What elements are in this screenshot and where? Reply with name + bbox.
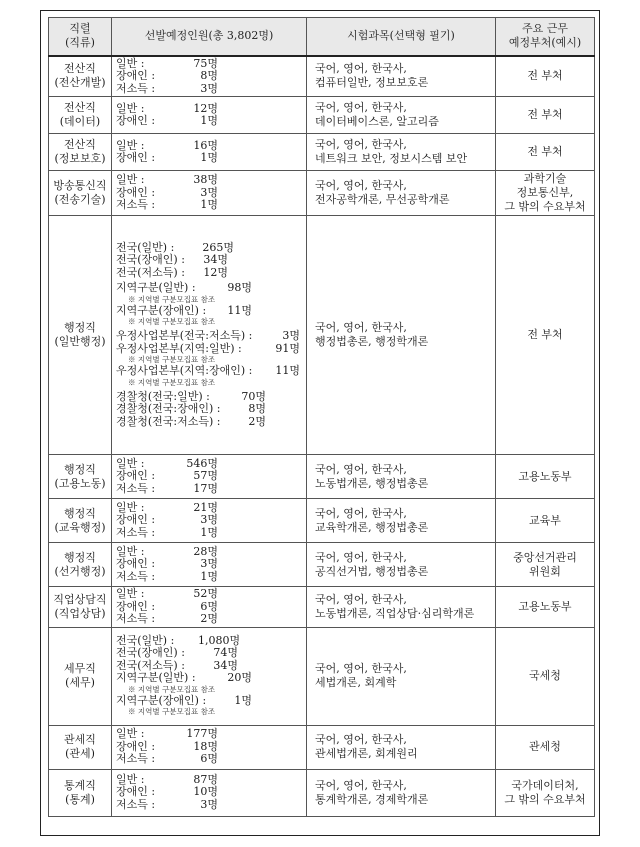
job-series-line: (정보보호) [54,152,106,165]
job-series-line: 행정직 [64,321,96,334]
allocation-line [116,483,302,496]
allocation-label: 경찰청(전국:장애인) : [116,402,221,416]
allocation-value: 12명 [193,101,218,115]
allocation-line [116,305,302,318]
department-line: 국가데이터처, [511,778,579,792]
department-line: 과학기술 [523,172,567,185]
allocation-label: 일반 : [116,772,145,786]
allocation-label: 전국(장애인) : [116,253,185,267]
allocation-line [116,753,302,766]
allocation-label: 저소득 : [116,525,156,539]
table-row [49,587,595,628]
department-line: 위원회 [529,564,561,578]
table-header-row [49,18,595,56]
allocation-value: 11명 [227,303,252,317]
exam-subjects-cell [307,543,496,587]
table-row [49,455,595,499]
department-line: 전 부처 [527,145,563,158]
allocation-line [116,83,302,96]
allocation-line [116,470,302,483]
exam-subject-line: 통계학개론, 경제학개론 [315,792,429,806]
department-line: 그 밖의 수요부처 [504,792,586,806]
exam-subjects-cell [307,97,496,134]
allocation-line [116,282,302,295]
allocation-label: 전국(저소득) : [116,658,185,672]
department-line: 고용노동부 [518,599,572,613]
job-series-line: 행정직 [64,506,96,520]
allocation-cell [112,97,307,134]
allocation-label: 지역구분(장애인) : [116,693,207,707]
department-line: 교육부 [529,513,561,527]
allocation-value: 16명 [193,138,218,152]
allocation-cell [112,587,307,628]
allocation-label: 장애인 : [116,739,156,753]
allocation-cell [112,499,307,543]
job-series-line: (교육행정) [54,520,106,534]
allocation-label: 전국(장애인) : [116,646,185,660]
allocation-cell [112,725,307,769]
job-series-cell [49,216,112,455]
table-row [49,171,595,216]
job-series-line: (관세) [65,747,95,760]
department-line: 그 밖의 수요부처 [504,200,586,213]
allocation-label: 장애인 : [116,185,156,199]
table-row [49,543,595,587]
reference-note: ※ 지역별 구분모집표 참조 [128,684,216,694]
exam-subjects-cell [307,171,496,216]
allocation-line [116,365,302,378]
allocation-value: 34명 [213,658,238,672]
department-line: 전 부처 [527,69,563,83]
exam-subjects-cell [307,627,496,725]
allocation-label: 장애인 : [116,469,156,483]
allocation-value: 3명 [200,81,218,95]
allocation-line [116,695,302,708]
allocation-line [116,174,302,187]
department-cell [496,587,595,628]
allocation-value: 1명 [234,693,252,707]
allocation-value: 3명 [200,185,218,199]
allocation-label: 장애인 : [116,151,156,164]
exam-subject-line: 국어, 영어, 한국사, [315,462,407,476]
header-planned-selection: 선발예정인원(총 3,802명) [112,18,307,56]
allocation-label: 장애인 : [116,513,156,527]
allocation-label: 일반 : [116,101,145,115]
table-row [49,627,595,725]
table-row [49,725,595,769]
allocation-value: 6명 [200,599,218,613]
allocation-line [116,786,302,799]
allocation-value: 11명 [275,364,300,378]
allocation-label: 일반 : [116,56,145,70]
allocation-label: 지역구분(일반) : [116,281,196,295]
job-series-line: 통계직 [64,778,96,792]
department-cell [496,627,595,725]
job-series-line: 전산직 [64,101,96,114]
exam-subjects-cell [307,587,496,628]
allocation-cell [112,134,307,171]
job-series-cell [49,769,112,816]
exam-subject-line: 노동법개론, 직업상담·심리학개론 [315,606,475,620]
department-line: 고용노동부 [518,469,572,483]
allocation-line [116,403,302,416]
exam-subject-line: 국어, 영어, 한국사, [315,592,407,606]
table-row [49,56,595,97]
exam-subject-line: 국어, 영어, 한국사, [315,778,407,792]
allocation-value: 3명 [200,557,218,571]
allocation-cell [112,216,307,455]
allocation-label: 우정사업본부(지역:일반) : [116,341,242,355]
allocation-line [116,343,302,356]
allocation-value: 177명 [186,727,218,741]
allocation-cell [112,455,307,499]
department-cell [496,499,595,543]
allocation-value: 12명 [203,265,228,279]
job-series-line: (일반행정) [54,335,106,348]
allocation-line [116,647,302,660]
job-series-line: 전산직 [64,138,96,151]
header-job-series: 직렬 (직류) [49,18,112,56]
table-row [49,769,595,816]
department-cell [496,171,595,216]
allocation-line [116,672,302,685]
department-line: 전 부처 [527,328,563,341]
allocation-label: 장애인 : [116,557,156,571]
allocation-value: 3명 [282,329,300,343]
exam-subjects-cell [307,725,496,769]
allocation-cell [112,171,307,216]
allocation-value: 10명 [193,785,218,799]
department-cell [496,725,595,769]
allocation-value: 98명 [227,281,252,295]
allocation-value: 38명 [193,173,218,187]
department-line: 전 부처 [527,108,563,121]
job-series-cell [49,56,112,97]
exam-subject-line: 국어, 영어, 한국사, [315,138,407,151]
allocation-cell [112,56,307,97]
allocation-label: 일반 : [116,138,145,152]
exam-subject-line: 국어, 영어, 한국사, [315,506,407,520]
allocation-label: 장애인 : [116,114,156,127]
allocation-line [116,527,302,540]
table-row [49,499,595,543]
allocation-value: 18명 [193,739,218,753]
header-exam-subjects: 시험과목(선택형 필기) [307,18,496,56]
allocation-value: 1,080명 [198,633,241,647]
job-series-cell [49,455,112,499]
exam-subjects-cell [307,769,496,816]
allocation-value: 1명 [200,525,218,539]
allocation-line [116,613,302,626]
allocation-line [116,416,302,429]
allocation-value: 74명 [213,646,238,660]
allocation-label: 일반 : [116,500,145,514]
allocation-line [116,588,302,601]
job-series-cell [49,97,112,134]
department-cell [496,769,595,816]
allocation-cell [112,627,307,725]
job-series-line: 방송통신직 [53,179,107,192]
allocation-label: 우정사업본부(전국:저소득) : [116,329,253,343]
allocation-label: 지역구분(장애인) : [116,303,207,317]
allocation-value: 1명 [200,114,218,127]
allocation-line [116,70,302,83]
exam-subjects-cell [307,216,496,455]
allocation-label: 지역구분(일반) : [116,671,196,685]
job-series-line: 관세직 [64,733,96,746]
allocation-value: 87명 [193,772,218,786]
job-series-line: (고용노동) [54,476,106,490]
allocation-value: 34명 [203,253,228,267]
allocation-value: 265명 [202,240,234,254]
allocation-line [116,254,302,267]
job-series-line: 직업상담직 [53,592,107,606]
job-series-cell [49,543,112,587]
reference-note: ※ 지역별 구분모집표 참조 [128,707,216,717]
allocation-label: 일반 : [116,727,145,741]
allocation-label: 저소득 : [116,612,156,625]
table-row [49,97,595,134]
department-cell [496,543,595,587]
allocation-line [116,199,302,212]
exam-subjects-cell [307,56,496,97]
department-line: 정보통신부, [516,186,574,199]
department-cell [496,216,595,455]
exam-subject-line: 전자공학개론, 무선공학개론 [315,193,450,206]
allocation-line [116,267,302,280]
exam-subject-line: 노동법개론, 행정법총론 [315,476,429,490]
job-series-line: (데이터) [59,115,101,128]
reference-note: ※ 지역별 구분모집표 참조 [128,377,216,387]
table-row [49,134,595,171]
job-series-cell [49,587,112,628]
allocation-line [116,728,302,741]
allocation-label: 저소득 : [116,81,156,95]
job-series-line: (세무) [65,676,95,689]
allocation-label: 일반 : [116,544,145,558]
job-series-cell [49,627,112,725]
recruitment-table [48,17,595,817]
allocation-label: 장애인 : [116,69,156,82]
exam-subject-line: 행정법총론, 행정학개론 [315,335,429,348]
exam-subjects-cell [307,134,496,171]
table-row [49,216,595,455]
department-cell [496,97,595,134]
allocation-value: 75명 [193,56,218,70]
allocation-label: 일반 : [116,456,145,470]
job-series-line: 행정직 [64,550,96,564]
allocation-label: 전국(일반) : [116,633,175,647]
exam-subject-line: 컴퓨터일반, 정보보호론 [315,76,429,90]
exam-subject-line: 세법개론, 회계학 [315,676,397,689]
allocation-value: 1명 [200,198,218,212]
exam-subject-line: 국어, 영어, 한국사, [315,733,407,746]
exam-subject-line: 국어, 영어, 한국사, [315,179,407,192]
job-series-cell [49,134,112,171]
exam-subject-line: 국어, 영어, 한국사, [315,321,407,334]
allocation-value: 3명 [200,513,218,527]
allocation-value: 2명 [248,414,266,428]
allocation-line [116,571,302,584]
department-line: 국세청 [529,669,561,682]
allocation-label: 저소득 : [116,198,156,212]
allocation-value: 70명 [241,389,266,403]
exam-subject-line: 국어, 영어, 한국사, [315,62,407,76]
department-cell [496,455,595,499]
job-series-line: (통계) [65,792,95,806]
allocation-value: 1명 [200,151,218,164]
job-series-line: 세무직 [64,662,96,675]
header-departments: 주요 근무 예정부처(예시) [496,18,595,56]
reference-note: ※ 지역별 구분모집표 참조 [128,294,216,304]
job-series-line: (직업상담) [54,606,106,620]
job-series-line: 행정직 [64,462,96,476]
allocation-value: 57명 [193,469,218,483]
allocation-label: 전국(저소득) : [116,265,185,279]
exam-subjects-cell [307,499,496,543]
allocation-label: 일반 : [116,173,145,187]
exam-subject-line: 데이터베이스론, 알고리즘 [315,115,439,128]
allocation-line [116,115,302,128]
allocation-label: 저소득 : [116,797,156,811]
allocation-value: 3명 [200,797,218,811]
exam-subject-line: 네트워크 보안, 정보시스템 보안 [315,152,468,165]
allocation-value: 546명 [186,456,218,470]
exam-subject-line: 공직선거법, 행정법총론 [315,564,429,578]
allocation-value: 6명 [200,752,218,766]
allocation-line [116,799,302,812]
allocation-value: 2명 [200,612,218,625]
department-cell [496,134,595,171]
job-series-line: (전송기술) [54,193,106,206]
job-series-line: 전산직 [64,62,96,76]
job-series-line: (전산개발) [54,76,106,90]
allocation-value: 8명 [200,69,218,82]
exam-subject-line: 관세법개론, 회계원리 [315,747,418,760]
allocation-value: 28명 [193,544,218,558]
allocation-label: 저소득 : [116,481,156,495]
allocation-cell [112,769,307,816]
reference-note: ※ 지역별 구분모집표 참조 [128,355,216,365]
allocation-label: 저소득 : [116,752,156,766]
reference-note: ※ 지역별 구분모집표 참조 [128,317,216,327]
allocation-value: 91명 [275,341,300,355]
allocation-value: 52명 [193,587,218,600]
department-line: 관세청 [529,740,561,753]
exam-subject-line: 국어, 영어, 한국사, [315,101,407,114]
allocation-label: 경찰청(전국:일반) : [116,389,210,403]
allocation-value: 21명 [193,500,218,514]
department-line: 중앙선거관리 [513,550,577,564]
job-series-cell [49,725,112,769]
allocation-label: 저소득 : [116,569,156,583]
allocation-line [116,514,302,527]
allocation-value: 1명 [200,569,218,583]
allocation-label: 우정사업본부(지역:장애인) : [116,364,253,378]
allocation-line [116,152,302,165]
exam-subject-line: 국어, 영어, 한국사, [315,550,407,564]
exam-subject-line: 국어, 영어, 한국사, [315,662,407,675]
allocation-value: 20명 [227,671,252,685]
allocation-label: 장애인 : [116,599,156,613]
job-series-line: (선거행정) [54,564,106,578]
job-series-cell [49,499,112,543]
department-cell [496,56,595,97]
job-series-cell [49,171,112,216]
allocation-line [116,558,302,571]
exam-subject-line: 교육학개론, 행정법총론 [315,520,429,534]
allocation-label: 일반 : [116,587,145,600]
allocation-label: 경찰청(전국:저소득) : [116,414,221,428]
allocation-label: 장애인 : [116,785,156,799]
allocation-value: 17명 [193,481,218,495]
allocation-line [116,330,302,343]
allocation-label: 전국(일반) : [116,240,175,254]
allocation-cell [112,543,307,587]
exam-subjects-cell [307,455,496,499]
allocation-value: 8명 [248,402,266,416]
